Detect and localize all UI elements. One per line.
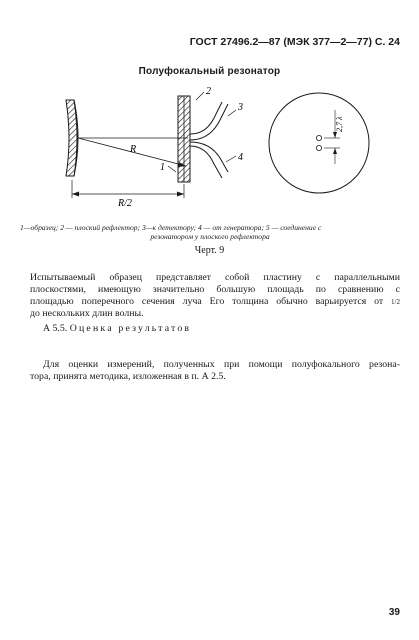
section-number: А 5.5. <box>43 323 68 334</box>
figure-title: Полуфокальный резонатор <box>138 66 281 77</box>
resonator-figure <box>0 80 419 220</box>
paragraph-text: площадью поперечного сечения луча Его толщина обычно варьируется от <box>30 295 384 307</box>
page-header: ГОСТ 27496.2—87 (МЭК 377—2—77) С. 24 <box>189 36 400 48</box>
paragraph-line: тора, принята методика, изложенная в п. А 2.5. <box>30 370 226 382</box>
resonator-diagram <box>0 80 419 220</box>
paragraph-line: до нескольких длин волны. <box>30 308 144 320</box>
figure-caption <box>20 223 400 241</box>
label-3: 3 <box>238 102 243 113</box>
curved-reflector <box>66 100 77 176</box>
paragraph-evaluation <box>30 359 400 383</box>
label-wavelength: 2,7 λ <box>335 116 344 132</box>
label-4: 4 <box>238 152 243 163</box>
reflector-front-view <box>269 93 369 193</box>
paragraph-line: плоскостями, имеющую значительно большую площадь по сравнению с <box>30 283 400 295</box>
label-1: 1 <box>160 162 165 173</box>
section-title: Оценка результатов <box>69 323 192 334</box>
caption-line-2: резонатором у плоского рефлектора <box>150 232 270 241</box>
label-2: 2 <box>206 86 211 97</box>
section-heading <box>43 323 400 335</box>
caption-line-1: 1—образец; 2 — плоский рефлектор; 3—к детектору; 4 — от генератора; 5 — соединение с <box>20 223 322 232</box>
paragraph-line: Для оценки измерений, полученных при помощи полуфокального резона- <box>43 359 400 370</box>
paragraph-line: Испытываемый образец представляет собой пластину с параллельными <box>30 272 400 283</box>
page-number: 39 <box>388 607 400 618</box>
label-R2: R/2 <box>118 198 132 209</box>
figure-number: Черт. 9 <box>194 245 225 256</box>
paragraph-sample <box>30 272 400 320</box>
detector-guide <box>190 102 222 134</box>
fraction: 1/2 <box>391 297 400 306</box>
label-R: R <box>130 144 137 155</box>
paragraph-line <box>30 296 400 309</box>
